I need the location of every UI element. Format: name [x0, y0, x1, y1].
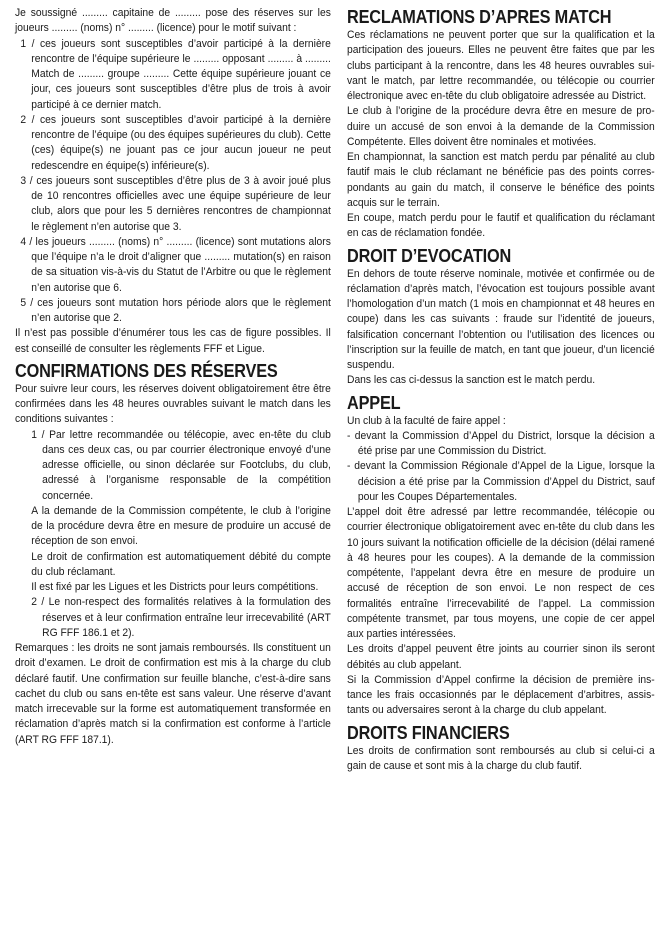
confirmations-paragraph-3: Il est fixé par les Ligues et les Districts pour leurs compétitions.	[31, 581, 319, 593]
reclamations-paragraph-1: Ces réclamations ne peuvent porter que sur la qualification et la participation des joueurs. Elles ne peuvent être faites que par les clubs participant à la rencontre, dans les 48 heures ouvrables suivant le match, par lettre recommandée, ou télécopie ou courrier électronique avec en-tête du club obligatoire adressée au District.	[347, 29, 655, 102]
confirmations-heading: CONFIRMATIONS DES RÉSERVES	[15, 360, 278, 381]
reclamations-heading: RECLAMATIONS D’APRES MATCH	[347, 7, 612, 27]
reserve-item-4: 4 / les joueurs ......... (noms) n° ......... (licence) sont mutations alors que l’équipe n’a le droit d’aligner que ......... mutation(s) en raison de sa situation vis-à-vis du Statut de l’Arbitre ou que le règlement n’en autorise que 6.	[20, 235, 331, 294]
confirmations-intro: Pour suivre leur cours, les réserves doivent obligatoirement être être confirmées dans les 48 heures ouvrables suivant le match dans les conditions suivantes :	[15, 382, 331, 426]
confirmations-paragraph-1: A la demande de la Commission compétente, le club à l’origine de la procédure devra être en mesure de produire un accusé de réception de son envoi.	[31, 504, 331, 548]
appel-paragraph-3: Si la Commission d’Appel confirme la décision de première instance les frais occasionnés par le déplacement d’arbitres, assistants ou adversaires seront à la charge du club appelant.	[347, 673, 655, 717]
reclamations-paragraph-2: Le club à l’origine de la procédure devra être en mesure de produire un accusé de son envoi à la demande de la Commission Compétente. Elles doivent être nominales et motivées.	[347, 105, 655, 148]
appel-dash-item-1: - devant la Commission d’Appel du District, lorsque la décision a été prise par une Commission du District.	[347, 429, 655, 457]
reserve-item-2: 2 / ces joueurs sont susceptibles d’avoir participé à la dernière rencontre de l’équipe (ou des équipes supérieures du club). Cette (ces) équipe(s) ne jouant pas ce jour aucun joueur ne peut redescendre en équipe(s) inférieure(s).	[20, 113, 331, 172]
confirmations-paragraph-2: Le droit de confirmation est automatiquement débité du compte du club réclamant.	[31, 550, 331, 578]
appel-intro: Un club à la faculté de faire appel :	[347, 414, 506, 427]
reserve-item-5: 5 / ces joueurs sont mutation hors période alors que le règlement n’en autorise que 2.	[20, 296, 331, 324]
confirmations-item-2: 2 / Le non-respect des formalités relatives à la formulation des réserves et à leur confirmation entraîne leur irrecevabilité (ART RG FFF 186.1 et 2).	[31, 596, 331, 639]
reserve-note: Il n’est pas possible d’énumérer tous les cas de figure possibles. Il est conseillé de consulter les règlements FFF et Ligue.	[15, 327, 331, 355]
reserve-item-1: 1 / ces joueurs sont susceptibles d’avoir participé à la dernière rencontre de l’équipe supérieure le ......... opposant ......... à ......... Match de ......... groupe ......... Cette équipe supérieure jouant ce jour, ces joueurs sont susceptibles d’être plus de trois à avoir participé à ce dernier match.	[20, 37, 331, 111]
evocation-paragraph-2: Dans les cas ci-dessus la sanction est le match perdu.	[347, 374, 596, 387]
appel-dash-item-2: - devant la Commission Régionale d’Appel de la Ligue, lorsque la décision a été prise par la Commission d’Appel du District, sauf pour les Coupes Départementales.	[347, 460, 655, 503]
appel-heading: APPEL	[347, 392, 401, 413]
reserve-intro: Je soussigné ......... capitaine de ......... pose des réserves sur les joueurs ......... (noms) n° ......... (licence) pour le motif suivant :	[15, 7, 331, 35]
appel-paragraph-1: L’appel doit être adressé par lettre recommandée, télécopie ou courrier électronique obligatoirement avec en-tête du club dans les 10 jours suivant la notification officielle de la décision (délai ramené à 48 heures pour les coupes). A la demande de la commission compétente, l’appelant devra être en mesure de produire un accusé de réception de son envoi. Le non respect de ces formalités entraîne l’irrecevabilité de l’appel. La commission compétente transmet, par tous moyens, une copie de cer appel aux parties intéressées.	[347, 506, 655, 640]
evocation-heading: DROIT D’EVOCATION	[347, 245, 512, 266]
reserve-item-3: 3 / ces joueurs sont susceptibles d’être plus de 3 à avoir joué plus de 10 rencontres officielles avec une équipe supérieure de leur club, alors que pour les 5 dernières rencontres de championnat le règlement n’en autorise que 3.	[20, 174, 331, 233]
right-column	[347, 6, 655, 774]
left-column	[15, 6, 331, 748]
reclamations-paragraph-3: En championnat, la sanction est match perdu par pénalité au club fautif mais le club réclamant ne bénéficie pas des points correspondants au gain du match, il conserve le bénéfice des points acquis sur le terrain.	[347, 151, 655, 209]
evocation-paragraph-1: En dehors de toute réserve nominale, motivée et confirmée ou de réclamation d’après match, l’évocation est toujours possible avant l’homologation d’un match (1 mois en championnat et 48 heures en coupe) dans les cas suivants : fraude sur l’identité de joueurs, falsification concernant l’obtention ou l’utilisation des licences ou l’inscription sur la feuille de match, en tant que joueur, d’un licencié suspendu.	[347, 267, 655, 371]
droits-financiers-heading: DROITS FINANCIERS	[347, 722, 510, 743]
droits-financiers-paragraph: Les droits de confirmation sont remboursés au club si celui-ci a gain de cause et sont mis à la charge du club fautif.	[347, 744, 655, 772]
reclamations-paragraph-4: En coupe, match perdu pour le fautif et qualification du réclamant en cas de réclamation fondée.	[347, 212, 655, 240]
appel-paragraph-2: Les droits d’appel peuvent être joints au courrier sinon ils seront débités au club appelant.	[347, 643, 655, 671]
remarks-paragraph: Remarques : les droits ne sont jamais remboursés. Ils constituent un droit d’examen. Le droit de confirmation est mis à la charge du club déclaré fautif. Une confirmation sur feuille blanche, c’est-à-dire sans cachet du club ou sans en-tête est sans valeur. Une réserve d’avant match irrecevable sur la forme est automatiquement transformée en réclamation d’après match si la confirmation est conforme à l’article (ART RG FFF 187.1).	[15, 642, 331, 746]
confirmations-item-1: 1 / Par lettre recommandée ou télécopie, avec en-tête du club dans ces deux cas, ou par courrier électronique envoyé d’une adresse officielle, ou sinon déclarée sur Footclubs, du club, adressé à l’organisme responsable de la compétition concernée.	[31, 428, 331, 502]
